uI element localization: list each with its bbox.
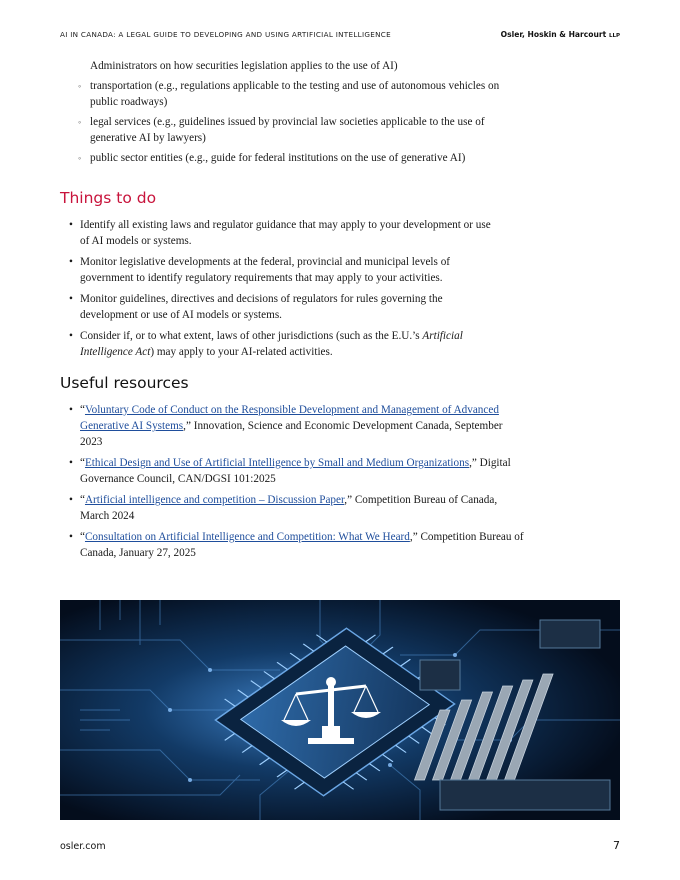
bullet-icon: •	[69, 219, 73, 231]
resource-link[interactable]: Consultation on Artificial Intelligence and Competition: What We Heard	[84, 531, 410, 543]
circuit-board-scales-icon	[60, 600, 620, 820]
firm-name-suffix: LLP	[608, 33, 620, 39]
ai-circuit-justice-illustration	[60, 600, 620, 820]
things-to-do-heading: Things to do	[60, 189, 157, 207]
sub-bullet-icon: ◦	[78, 117, 82, 127]
resource-link[interactable]: Voluntary Code of Conduct on the Responsible Development and Management of Advanced Generative AI Systems	[80, 404, 499, 432]
firm-name	[501, 30, 620, 39]
bullet-icon: •	[69, 404, 73, 416]
bullet-icon: •	[69, 256, 73, 268]
list-item: • Monitor legislative developments at the federal, provincial and municipal levels of government to identify regulatory requirements that may apply to your activities.	[69, 256, 451, 284]
act-title: Artificial Intelligence Act	[80, 330, 463, 358]
firm-name-text: Osler, Hoskin & Harcourt	[500, 30, 607, 39]
footer-site: osler.com	[60, 841, 106, 852]
list-item: • Identify all existing laws and regulator guidance that may apply to your development or use of AI models or systems.	[69, 219, 491, 247]
bullet-icon: •	[69, 494, 73, 506]
resource-link[interactable]: Artificial intelligence and competition – Discussion Paper	[84, 494, 345, 506]
sub-bullet-icon: ◦	[78, 153, 82, 163]
list-item: Administrators on how securities legislation applies to the use of AI)	[90, 60, 398, 72]
main-content	[60, 58, 524, 566]
useful-resources-heading: Useful resources	[60, 374, 189, 392]
resource-item: • “Voluntary Code of Conduct on the Responsible Development and Management of Advanced Generative AI Systems,” Innovation, Science and Economic Development Canada, September 2023	[69, 404, 503, 448]
resource-item: • “Ethical Design and Use of Artificial Intelligence by Small and Medium Organizations,” Digital Governance Council, CAN/DGSI 101:2025	[69, 457, 511, 485]
list-item: ◦ legal services (e.g., guidelines issued by provincial law societies applicable to the use of generative AI by lawyers)	[78, 116, 485, 144]
bullet-icon: •	[69, 531, 73, 543]
running-header-title: AI IN CANADA: A LEGAL GUIDE TO DEVELOPING AND USING ARTIFICIAL INTELLIGENCE	[60, 30, 391, 39]
useful-resources-list	[60, 402, 525, 561]
list-item: • Consider if, or to what extent, laws of other jurisdictions (such as the E.U.’s Artificial Intelligence Act) may apply to your AI-related activities.	[69, 330, 463, 358]
resource-link[interactable]: Ethical Design and Use of Artificial Intelligence by Small and Medium Organizations	[84, 457, 470, 469]
list-item: • Monitor guidelines, directives and decisions of regulators for rules governing the development or use of AI models or systems.	[69, 293, 443, 321]
resource-item: • “Artificial intelligence and competition – Discussion Paper,” Competition Bureau of Canada, March 2024	[69, 494, 498, 522]
bullet-icon: •	[69, 330, 73, 342]
things-to-do-list	[60, 217, 500, 360]
bullet-icon: •	[69, 293, 73, 305]
sub-bullet-icon: ◦	[78, 81, 82, 91]
regulated-sectors-list	[60, 58, 500, 166]
resource-item: • “Consultation on Artificial Intelligence and Competition: What We Heard,” Competition Bureau of Canada, January 27, 2025	[69, 531, 524, 559]
list-item: ◦ transportation (e.g., regulations applicable to the testing and use of autonomous vehicles on public roadways)	[78, 80, 500, 108]
list-item: ◦ public sector entities (e.g., guide for federal institutions on the use of generative AI)	[78, 152, 466, 164]
page-number: 7	[613, 839, 620, 852]
bullet-icon: •	[69, 457, 73, 469]
